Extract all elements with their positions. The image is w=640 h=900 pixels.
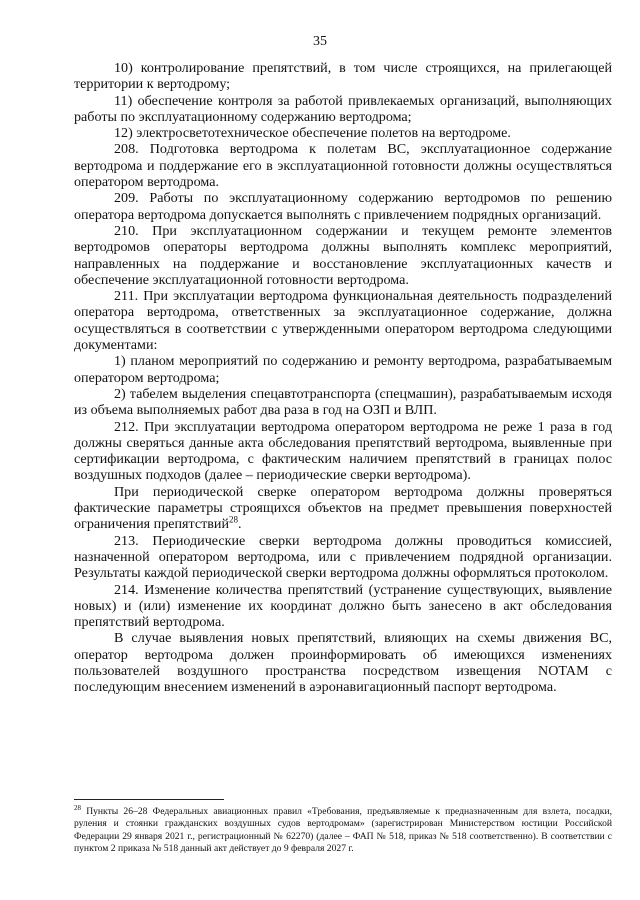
paragraph-212-periodic-check-end: . — [238, 516, 242, 533]
paragraph-item-12: 12) электросветотехническое обеспечение полетов на вертодроме. — [114, 125, 511, 142]
document-body — [74, 60, 612, 696]
paragraph-213: 213. Периодические сверки вертодрома должны проводиться комиссией, назначенной оператором вертодрома, или с привлечением подрядной организации. Результаты каждой периодической сверки вертодрома должны оформляться протоколом. — [74, 532, 612, 582]
paragraph-214: 214. Изменение количества препятствий (устранение существующих, выявление новых) и (или) изменение их координат должно быть занесено в акт обследования препятствий вертодрома. — [74, 581, 612, 631]
paragraph-214-notam: В случае выявления новых препятствий, влияющих на схемы движения ВС, оператор вертодрома должен проинформировать об имеющихся изменениях пользователей воздушного пространства посредством извещения NOTAM с последующим внесением изменений в аэронавигационный паспорт вертодрома. — [74, 630, 612, 696]
paragraph-209: 209. Работы по эксплуатационному содержанию вертодромов по решению оператора вертодрома допускается выполнять с привлечением подрядных организаций. — [74, 190, 612, 223]
paragraph-212-periodic-check-text: При периодической сверке оператором вертодрома должны проверяться фактические параметры строящихся объектов на предмет превышения поверхностей ограничения препятствий — [74, 483, 612, 533]
paragraph-212-periodic-check — [74, 484, 612, 533]
paragraph-item-10: 10) контролирование препятствий, в том числе строящихся, на прилегающей территории к вертодрому; — [74, 60, 612, 93]
paragraph-210: 210. При эксплуатационном содержании и текущем ремонте элементов вертодромов операторы вертодрома должны выполнять комплекс мероприятий, направленных на поддержание и восстановление эксплуатационных качеств и обеспечение эксплуатационной готовности вертодрома. — [74, 222, 612, 288]
footnote-divider — [74, 799, 224, 800]
page-number: 35 — [313, 34, 327, 49]
paragraph-208: 208. Подготовка вертодрома к полетам ВС, эксплуатационное содержание вертодрома и поддержание его в эксплуатационной готовности должны осуществляться оператором вертодрома. — [74, 141, 612, 191]
paragraph-211: 211. При эксплуатации вертодрома функциональная деятельность подразделений оператора вертодрома, ответственных за эксплуатационное содержание, должна осуществляться в соответствии с утвержденными оператором вертодрома следующими документами: — [74, 288, 612, 354]
footnote-reference: 28 — [229, 514, 239, 525]
footnote — [74, 803, 612, 856]
paragraph-211-item-1: 1) планом мероприятий по содержанию и ремонту вертодрома, разрабатываемым оператором вертодрома; — [74, 353, 612, 386]
paragraph-212: 212. При эксплуатации вертодрома оператором вертодрома не реже 1 раза в год должны сверяться данные акта обследования препятствий вертодрома, выявленные при сертификации вертодрома, с фактическим наличием препятствий в границах полос воздушных подходов (далее – периодические сверки вертодрома). — [74, 418, 612, 484]
paragraph-item-11: 11) обеспечение контроля за работой привлекаемых организаций, выполняющих работы по эксплуатационному содержанию вертодрома; — [74, 92, 612, 125]
footnote-text: Пункты 26–28 Федеральных авиационных правил «Требования, предъявляемые к предназначенным для взлета, посадки, руления и стоянки гражданских воздушных судов вертодромам» (зарегистрирован Министерством юстиции Российской Федерации 29 января 2021 г., регистрационный № 62270) (далее – ФАП № 518, приказ № 518 соответственно). В соответствии с пунктом 2 приказа № 518 данный акт действует до 9 февраля 2027 г. — [74, 806, 612, 855]
footnote-number: 28 — [74, 803, 81, 812]
paragraph-211-item-2: 2) табелем выделения спецавтотранспорта (спецмашин), разрабатываемым исходя из объема выполняемых работ два раза в год на ОЗП и ВЛП. — [74, 385, 612, 419]
